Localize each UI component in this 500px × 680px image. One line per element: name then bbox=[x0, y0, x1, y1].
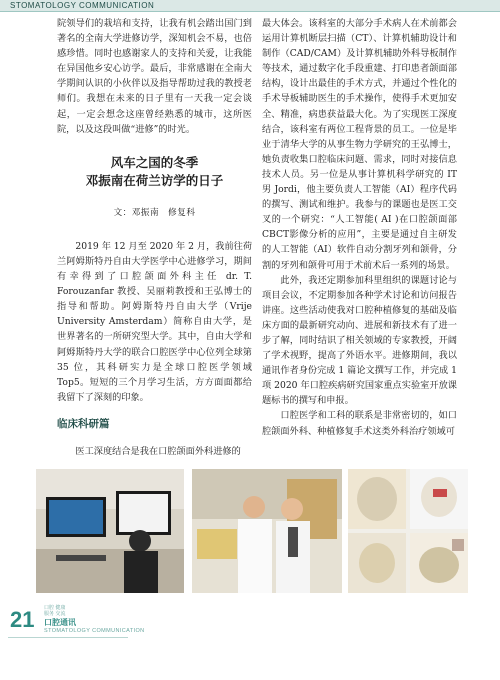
header-label: STOMATOLOGY COMMUNICATION bbox=[10, 1, 155, 10]
photo-skull-models bbox=[348, 469, 468, 593]
footer-english: STOMATOLOGY COMMUNICATION bbox=[44, 628, 145, 634]
header-bar bbox=[0, 0, 500, 12]
intro-paragraph: 院领导们的栽培和支持，让我有机会踏出国门到著名的全南大学进修访学，深知机会不易，也倍感珍惜。同时也感谢家人的支持和关爱，让我能在异国他乡安心访学。最后，非常感谢在全南大学期间认识的小伙伴以及指导帮助过我的教授老师们。我想在未来的日子里有一天我一定会谈起，一定会想念这座曾经熟悉的城市，这所医院，以及这段叫做“进修”的时光。 bbox=[57, 18, 252, 135]
right-paragraph-1: 最大体会。该科室的大部分手术病人在术前都会运用计算机断层扫描（CT）、计算机辅助设计和制作（CAD/CAM）及计算机辅助外科导板制作等技术，通过数字化手段重建、打印患者颌面部结构，设计出最佳的手术方式，并通过个性化的手术导板辅助医生的手术操作，使得手术更加安全、精准，病患获益最大化。为了实现医工深度结合，该科室有两位工程背景的员工。一位是毕业于清华大学的从事生物力学研究的王弘博士，她负责收集口腔临床问题、需求，同时对接信息技术人员。另一位是从事计算机科学研究的 IT 男 Jordi，他主要负责人工智能（AI）程序代码的撰写、测试和维护。我参与的课题也是医工交叉的一个研究：“人工智能( AI )在口腔颌面部CBCT影像分析的应用”，主要是通过自主研发的人工智能（AI）软件自动分割牙列和颌骨，分割的牙列和颌骨可用于术前术后一系列的场景。 bbox=[262, 18, 457, 271]
section-heading: 临床科研篇 bbox=[57, 417, 110, 430]
footer-brand: 口腔通讯 bbox=[44, 618, 76, 627]
footer-tagline-2: 服务 交流 bbox=[44, 611, 66, 617]
footer-tagline-1: 口腔 健康 bbox=[44, 605, 66, 611]
footer bbox=[0, 603, 500, 680]
article-title bbox=[57, 154, 252, 190]
title-line-2: 邓振南在荷兰访学的日子 bbox=[85, 172, 224, 188]
page-number: 21 bbox=[10, 607, 35, 632]
body-paragraph: 2019 年 12 月至 2020 年 2 月，我前往荷兰阿姆斯特丹自由大学医学中心进修学习，期间有幸得到了口腔颌面外科主任 dr. T. Forouzanfar 教授、吴丽莉教授和王弘博士的指导和帮助。阿姆斯特丹自由大学（Vrije University Amsterdam）简称自由大学，是世界著名的一所研究型大学。其中，自由大学和阿姆斯特丹大学的联合口腔医学中心位列全球第 35 位，其科研实力是全球口腔医学领域 Top5。短短的三个月学习生活，方方面面都给我留下了深刻的印象。 bbox=[57, 240, 253, 403]
photo-computer-lab bbox=[36, 469, 184, 593]
right-column bbox=[262, 16, 457, 439]
footer-tagline bbox=[44, 605, 65, 617]
right-paragraph-3: 口腔医学和工科的联系是非常密切的，如口腔颌面外科、种植修复手术这类外科治疗领域可 bbox=[262, 410, 457, 437]
title-line-1: 风车之国的冬季 bbox=[110, 154, 199, 170]
author-line: 文：邓振南 修复科 bbox=[113, 207, 196, 218]
photo-strip bbox=[36, 469, 468, 593]
section-paragraph: 医工深度结合是我在口腔颌面外科进修的 bbox=[75, 445, 241, 457]
photo-lab-researchers bbox=[192, 469, 342, 593]
left-column bbox=[57, 16, 252, 459]
right-paragraph-2: 此外，我还定期参加科里组织的课题讨论与项目会议，不定期参加各种学术讨论和访问报告讲座。这些活动使我对口腔种植修复的基础及临床方面的最新研究动向、进展和新技术有了进一步了解，同时结识了相关领域的专家教授，开阔了学术视野，提高了外语水平。进修期间，我以通讯作者身份完成 1 篇论文撰写工作，并完成 1 项 2020 年口腔疾病研究国家重点实验室开放课题标书的撰写和申报。 bbox=[262, 274, 458, 407]
footer-divider bbox=[8, 637, 128, 638]
